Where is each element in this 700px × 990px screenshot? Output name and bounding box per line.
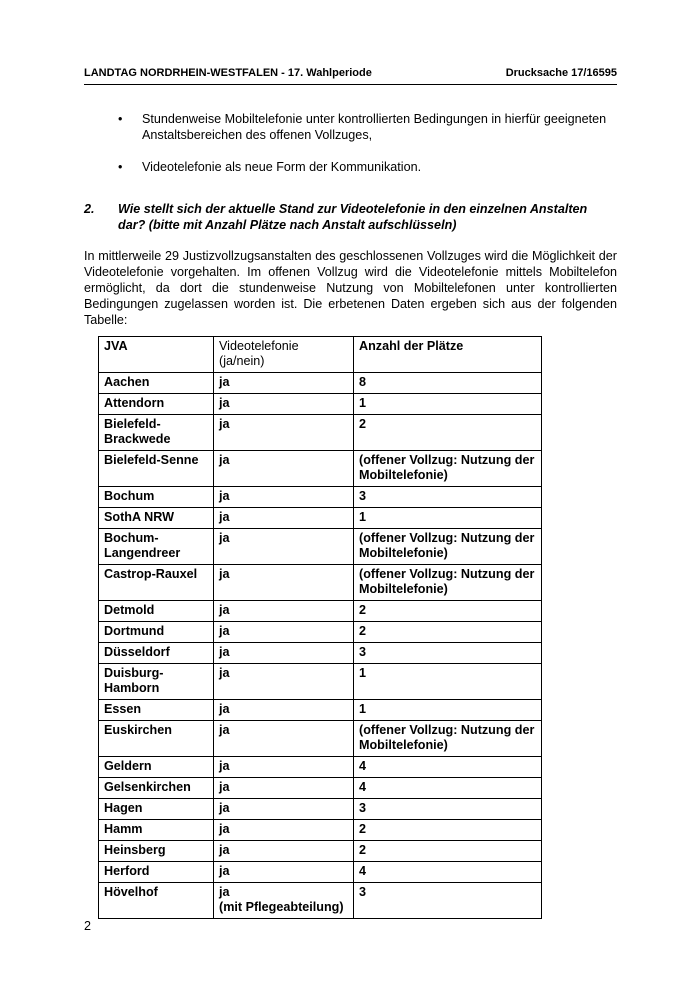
cell-plaetze: 2 [354, 415, 542, 451]
cell-jva: Castrop-Rauxel [99, 565, 214, 601]
cell-plaetze: (offener Vollzug: Nutzung der Mobiltelefonie) [354, 451, 542, 487]
cell-videotelefonie: ja [214, 862, 354, 883]
page-number: 2 [84, 919, 92, 933]
list-item [118, 159, 618, 175]
table-body [99, 373, 542, 919]
list-item [118, 111, 618, 143]
table-row [99, 883, 542, 919]
cell-videotelefonie: ja [214, 508, 354, 529]
cell-videotelefonie: ja [214, 529, 354, 565]
table-row [99, 664, 542, 700]
header-divider [84, 84, 617, 85]
cell-plaetze: 2 [354, 622, 542, 643]
table-row [99, 643, 542, 664]
header-doc-number: Drucksache 17/16595 [505, 67, 617, 79]
cell-jva: Detmold [99, 601, 214, 622]
question-number: 2. [84, 202, 95, 216]
column-header-videotelefonie [214, 337, 354, 373]
cell-plaetze: 3 [354, 643, 542, 664]
cell-videotelefonie: ja [214, 394, 354, 415]
bullet-symbol: • [118, 160, 123, 174]
table-row [99, 862, 542, 883]
cell-jva: Aachen [99, 373, 214, 394]
question-heading [84, 201, 617, 233]
cell-plaetze: (offener Vollzug: Nutzung der Mobiltelefonie) [354, 565, 542, 601]
cell-jva: Attendorn [99, 394, 214, 415]
cell-videotelefonie: ja [214, 778, 354, 799]
cell-jva: Euskirchen [99, 721, 214, 757]
cell-videotelefonie: ja [214, 622, 354, 643]
table-row [99, 451, 542, 487]
cell-videotelefonie: ja [214, 601, 354, 622]
cell-plaetze: 8 [354, 373, 542, 394]
table-row [99, 721, 542, 757]
cell-jva: Heinsberg [99, 841, 214, 862]
header-title: LANDTAG NORDRHEIN-WESTFALEN - 17. Wahlperiode [84, 67, 372, 79]
bullet-text: Videotelefonie als neue Form der Kommunikation. [142, 160, 422, 174]
cell-jva: Bielefeld-Senne [99, 451, 214, 487]
column-header-jva: JVA [99, 337, 214, 373]
table-row [99, 799, 542, 820]
cell-jva: Dortmund [99, 622, 214, 643]
table-row [99, 601, 542, 622]
cell-videotelefonie: ja [214, 700, 354, 721]
cell-plaetze: 1 [354, 664, 542, 700]
cell-videotelefonie: ja [214, 664, 354, 700]
cell-videotelefonie: ja [214, 721, 354, 757]
column-header-plaetze: Anzahl der Plätze [354, 337, 542, 373]
table-row [99, 841, 542, 862]
cell-videotelefonie: ja [214, 415, 354, 451]
cell-videotelefonie: ja [214, 799, 354, 820]
cell-jva: Essen [99, 700, 214, 721]
cell-plaetze: 3 [354, 487, 542, 508]
bullet-symbol: • [118, 112, 123, 126]
table-row [99, 487, 542, 508]
cell-videotelefonie: ja [214, 487, 354, 508]
cell-videotelefonie: ja [214, 757, 354, 778]
cell-jva: Bochum- Langendreer [99, 529, 214, 565]
page-header [84, 67, 617, 79]
answer-paragraph: In mittlerweile 29 Justizvollzugsanstalten des geschlossenen Vollzuges wird die Möglichkeit der Videotelefonie vorgehalten. Im offenen Vollzug wird die Videotelefonie mittels Mobiltelefon ermöglicht, da dort die stundenweise Nutzung von Mobiltelefonen unter kontrollierten Bedingungen zugelassen worden ist. Die erbetenen Daten ergeben sich aus der folgenden Tabelle: [84, 249, 617, 327]
cell-plaetze: 1 [354, 508, 542, 529]
table-row [99, 565, 542, 601]
table-row [99, 820, 542, 841]
cell-jva: Bochum [99, 487, 214, 508]
table-row [99, 373, 542, 394]
cell-plaetze: 2 [354, 841, 542, 862]
cell-jva: Duisburg- Hamborn [99, 664, 214, 700]
cell-plaetze: 1 [354, 700, 542, 721]
table-row [99, 757, 542, 778]
table-row [99, 394, 542, 415]
cell-jva: Hamm [99, 820, 214, 841]
cell-videotelefonie: ja [214, 451, 354, 487]
question-text: Wie stellt sich der aktuelle Stand zur Videotelefonie in den einzelnen Anstalten dar? (bitte mit Anzahl Plätze nach Anstalt aufschlüsseln) [118, 202, 588, 232]
cell-jva: Hövelhof [99, 883, 214, 919]
cell-jva: Düsseldorf [99, 643, 214, 664]
cell-plaetze: 1 [354, 394, 542, 415]
table-row [99, 700, 542, 721]
cell-videotelefonie: ja [214, 820, 354, 841]
cell-jva: Gelsenkirchen [99, 778, 214, 799]
table-row [99, 508, 542, 529]
cell-videotelefonie: ja [214, 565, 354, 601]
cell-plaetze: 2 [354, 820, 542, 841]
cell-videotelefonie: ja [214, 643, 354, 664]
cell-jva: Bielefeld- Brackwede [99, 415, 214, 451]
jva-table [98, 336, 542, 919]
header-text: Videotelefonie (ja/nein) [219, 339, 299, 368]
bullet-list [118, 111, 618, 191]
cell-plaetze: (offener Vollzug: Nutzung der Mobiltelefonie) [354, 529, 542, 565]
cell-jva: Geldern [99, 757, 214, 778]
cell-plaetze: 4 [354, 862, 542, 883]
cell-plaetze: 4 [354, 778, 542, 799]
cell-plaetze: 3 [354, 799, 542, 820]
table-row [99, 415, 542, 451]
table-row [99, 529, 542, 565]
cell-videotelefonie: ja [214, 373, 354, 394]
table-header-row [99, 337, 542, 373]
table-row [99, 622, 542, 643]
cell-jva: Hagen [99, 799, 214, 820]
cell-videotelefonie: ja [214, 841, 354, 862]
cell-videotelefonie: ja (mit Pflegeabteilung) [214, 883, 354, 919]
cell-jva: Herford [99, 862, 214, 883]
table-row [99, 778, 542, 799]
cell-plaetze: 3 [354, 883, 542, 919]
bullet-text: Stundenweise Mobiltelefonie unter kontrollierten Bedingungen in hierfür geeigneten Anstaltsbereichen des offenen Vollzuges, [142, 112, 607, 142]
cell-jva: SothA NRW [99, 508, 214, 529]
cell-plaetze: 2 [354, 601, 542, 622]
cell-plaetze: 4 [354, 757, 542, 778]
cell-plaetze: (offener Vollzug: Nutzung der Mobiltelefonie) [354, 721, 542, 757]
